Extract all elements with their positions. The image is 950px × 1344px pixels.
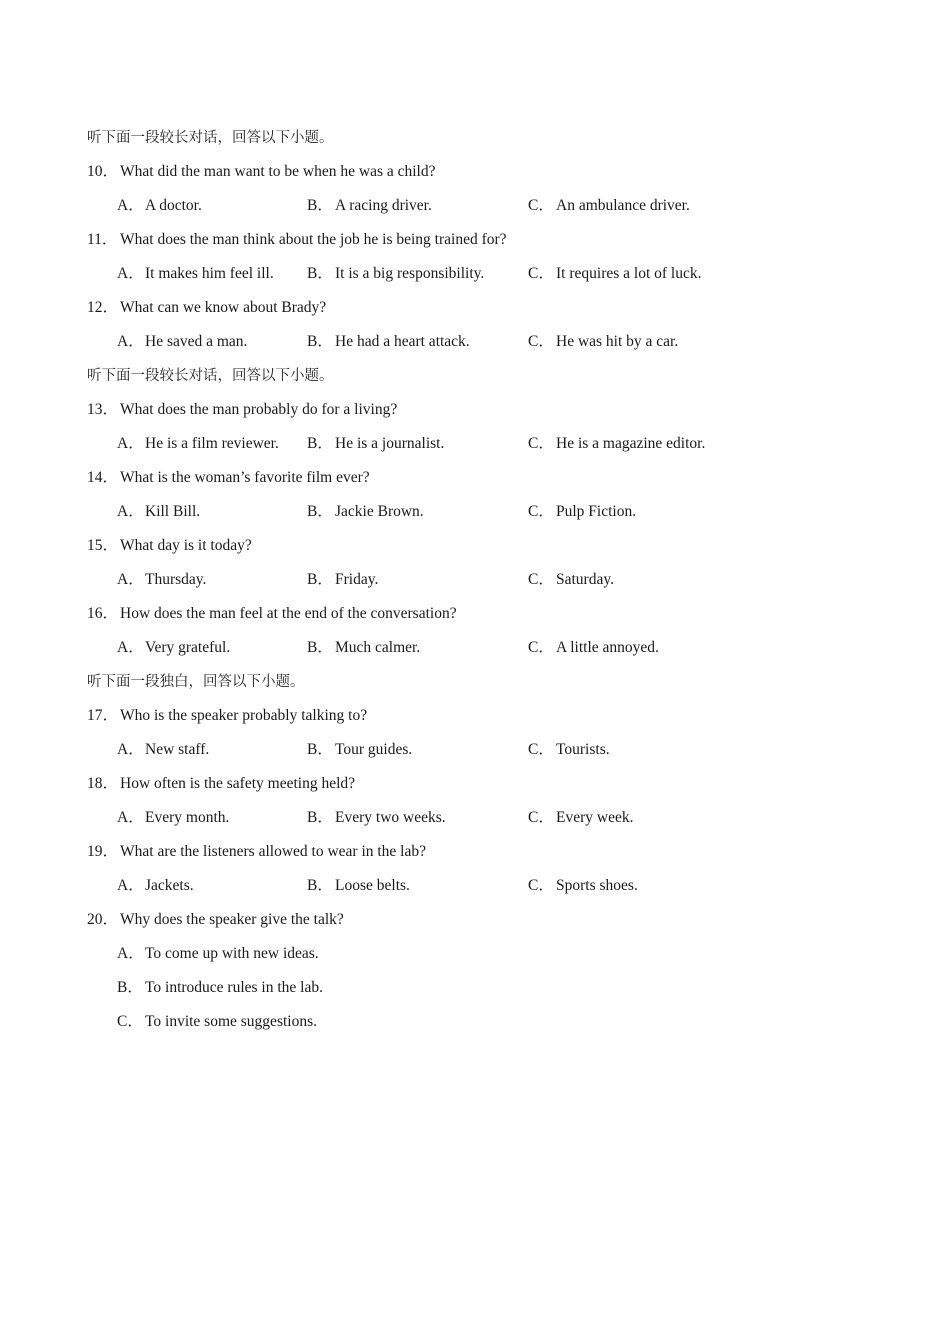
option-label: A． [117,197,144,214]
option-text: To come up with new ideas. [145,945,319,962]
section-heading-line [0,359,950,393]
option-label: C． [528,333,554,350]
option-text: He was hit by a car. [556,333,679,350]
option-text: It makes him feel ill. [145,265,274,282]
option-text: Jackie Brown. [335,503,424,520]
option-label: A． [117,435,144,452]
option-label: C． [528,265,554,282]
option-label: B． [307,877,333,894]
option-label: C． [528,503,554,520]
question-text: What are the listeners allowed to wear in the lab? [120,843,426,860]
option-line [0,1005,950,1039]
question-line [0,461,950,495]
options-line [0,325,950,359]
option-text: An ambulance driver. [556,197,690,214]
option-text: Every month. [145,809,230,826]
question-line [0,597,950,631]
question-number: 18． [87,775,119,792]
question-text: Why does the speaker give the talk? [120,911,344,928]
question-text: How does the man feel at the end of the conversation? [120,605,457,622]
option-label: B． [307,435,333,452]
option-label: B． [307,333,333,350]
option-label: C． [528,197,554,214]
answer-option[interactable] [117,631,230,665]
section-heading: 听下面一段较长对话，回答以下小题。 [87,368,334,384]
question-number: 17． [87,707,119,724]
option-label: A． [117,503,144,520]
answer-option[interactable] [528,325,678,359]
option-text: Tourists. [556,741,610,758]
question-line [0,291,950,325]
question-text: What does the man think about the job he is being trained for? [120,231,507,248]
question-number: 11． [87,231,118,248]
answer-option[interactable] [117,733,209,767]
question-number: 20． [87,911,119,928]
option-label: B． [307,571,333,588]
option-label: B． [117,979,143,996]
option-label: C． [528,809,554,826]
option-label: C． [528,639,554,656]
question-line [0,155,950,189]
question-line [0,767,950,801]
option-text: It is a big responsibility. [335,265,485,282]
option-label: B． [307,503,333,520]
option-text: Thursday. [145,571,207,588]
question-text: What does the man probably do for a living? [120,401,398,418]
answer-option[interactable] [307,427,444,461]
answer-option[interactable] [117,325,247,359]
option-text: To introduce rules in the lab. [145,979,323,996]
option-text: Kill Bill. [145,503,201,520]
option-text: He had a heart attack. [335,333,470,350]
answer-option[interactable] [117,495,200,529]
option-label: A． [117,877,144,894]
answer-option[interactable] [117,427,279,461]
option-text: A racing driver. [335,197,432,214]
answer-option[interactable] [528,189,690,223]
answer-option[interactable] [528,733,610,767]
option-text: Tour guides. [335,741,413,758]
option-text: He is a film reviewer. [145,435,279,452]
option-text: Much calmer. [335,639,421,656]
option-text: To invite some suggestions. [145,1013,317,1030]
options-line [0,257,950,291]
options-line [0,869,950,903]
option-label: A． [117,265,144,282]
option-text: A doctor. [145,197,202,214]
option-label: A． [117,639,144,656]
option-label: C． [528,435,554,452]
answer-option[interactable] [117,257,274,291]
question-line [0,835,950,869]
option-text: Jackets. [145,877,194,894]
answer-option[interactable] [307,325,470,359]
answer-option[interactable] [528,631,659,665]
answer-option[interactable] [117,189,202,223]
section-heading-line [0,121,950,155]
option-text: He is a magazine editor. [556,435,706,452]
options-line [0,189,950,223]
question-line [0,529,950,563]
option-text: He is a journalist. [335,435,445,452]
answer-option[interactable] [307,495,424,529]
option-label: B． [307,265,333,282]
answer-option[interactable] [307,869,410,903]
question-text: What day is it today? [120,537,252,554]
question-number: 15． [87,537,119,554]
answer-option[interactable] [117,869,194,903]
options-line [0,733,950,767]
option-text: Every week. [556,809,634,826]
question-line [0,223,950,257]
question-number: 10． [87,163,119,180]
option-text: Friday. [335,571,379,588]
option-text: A little annoyed. [556,639,659,656]
option-label: A． [117,741,144,758]
answer-option[interactable] [307,257,484,291]
option-label: B． [307,809,333,826]
answer-option[interactable] [117,937,319,971]
answer-option[interactable] [528,427,705,461]
option-text: Every two weeks. [335,809,446,826]
option-label: A． [117,333,144,350]
question-text: Who is the speaker probably talking to? [120,707,368,724]
option-label: C． [528,571,554,588]
answer-option[interactable] [528,257,701,291]
question-number: 12． [87,299,119,316]
option-text: He saved a man. [145,333,248,350]
answer-option[interactable] [117,563,206,597]
option-text: Sports shoes. [556,877,638,894]
option-label: C． [528,741,554,758]
option-text: Pulp Fiction. [556,503,637,520]
option-text: It requires a lot of luck. [556,265,702,282]
answer-option[interactable] [528,869,638,903]
answer-option[interactable] [307,733,412,767]
answer-option[interactable] [117,1005,317,1039]
question-text: What can we know about Brady? [120,299,327,316]
question-number: 14． [87,469,119,486]
section-heading: 听下面一段较长对话，回答以下小题。 [87,130,334,146]
option-text: Very grateful. [145,639,231,656]
option-label: B． [307,197,333,214]
question-number: 19． [87,843,119,860]
question-text: What did the man want to be when he was a child? [120,163,436,180]
options-line [0,495,950,529]
option-line [0,937,950,971]
question-number: 13． [87,401,119,418]
option-label: B． [307,741,333,758]
question-line [0,393,950,427]
option-label: A． [117,571,144,588]
section-heading-line [0,665,950,699]
option-label: C． [528,877,554,894]
answer-option[interactable] [307,189,432,223]
options-line [0,563,950,597]
answer-option[interactable] [117,801,229,835]
answer-option[interactable] [117,971,323,1005]
answer-option[interactable] [307,563,378,597]
question-number: 16． [87,605,119,622]
section-heading: 听下面一段独白，回答以下小题。 [87,674,305,690]
answer-option[interactable] [528,563,614,597]
option-label: A． [117,945,144,962]
answer-option[interactable] [307,631,420,665]
answer-option[interactable] [528,801,633,835]
question-line [0,903,950,937]
option-text: Saturday. [556,571,614,588]
option-text: Loose belts. [335,877,410,894]
question-text: How often is the safety meeting held? [120,775,356,792]
option-text: New staff. [145,741,210,758]
question-text: What is the woman’s favorite film ever? [120,469,370,486]
question-line [0,699,950,733]
options-line [0,801,950,835]
option-line [0,971,950,1005]
options-line [0,631,950,665]
option-label: A． [117,809,144,826]
answer-option[interactable] [528,495,636,529]
option-label: C． [117,1013,143,1030]
options-line [0,427,950,461]
option-label: B． [307,639,333,656]
answer-option[interactable] [307,801,446,835]
